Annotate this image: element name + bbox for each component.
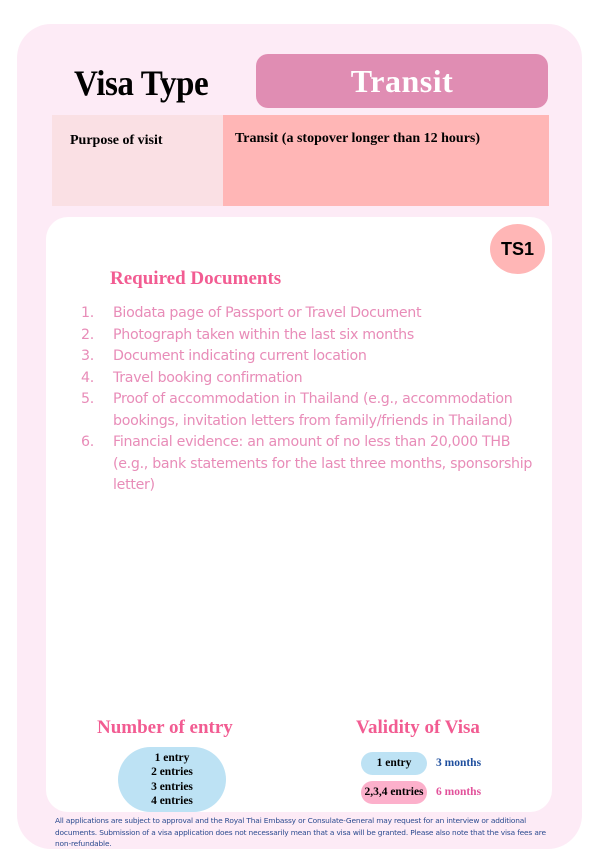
required-documents-title: Required Documents: [110, 268, 282, 289]
list-item-text: Document indicating current location: [113, 348, 367, 364]
list-item-number: 5.: [81, 391, 94, 407]
validity-entries: 2,3,4 entries: [364, 786, 424, 798]
visa-code: TS1: [500, 238, 534, 259]
number-of-entry-title: Number of entry: [97, 717, 233, 738]
validity-row-single: [361, 751, 481, 775]
visa-type-value: Transit: [350, 62, 454, 99]
validity-entries-pill: [361, 781, 427, 804]
list-item-number: 6.: [81, 434, 94, 450]
validity-row-multiple: [361, 780, 481, 804]
list-item: [81, 432, 541, 497]
disclaimer-text: All applications are subject to approval and the Royal Thai Embassy or Consulate-General may request for an interview or additional documents. Submission of a visa application does not necessarily mean that a visa will be granted. Please also note that the visa fees are non-refundable.: [55, 816, 546, 848]
purpose-label-cell: [52, 115, 223, 206]
list-item-number: 1.: [81, 305, 94, 321]
list-item-number: 4.: [81, 369, 94, 386]
entry-option: 3 entries: [151, 780, 193, 793]
purpose-label: Purpose of visit: [70, 133, 163, 148]
visa-type-pill: [256, 54, 548, 108]
list-item: [81, 368, 541, 390]
entry-option: 2 entries: [151, 766, 193, 778]
list-item-number: 3.: [81, 348, 94, 364]
validity-title: Validity of Visa: [356, 717, 480, 738]
list-item-text: Financial evidence: an amount of no less than 20,000 THB (e.g., bank statements for the last three months, sponsorship letter): [113, 434, 533, 493]
validity-entries: 1 entry: [376, 757, 412, 769]
list-item-number: 2.: [81, 326, 94, 343]
list-item-text: Proof of accommodation in Thailand (e.g., accommodation bookings, invitation letters from family/friends in Thailand): [113, 391, 513, 429]
list-item: [81, 389, 541, 432]
validity-entries-pill: [361, 752, 427, 775]
visa-type-heading: Visa Type: [74, 63, 209, 103]
entry-option: 1 entry: [154, 751, 190, 764]
entry-option: 4 entries: [151, 795, 193, 807]
visa-code-badge: [490, 224, 545, 274]
required-documents-list: [81, 303, 541, 497]
validity-duration: 3 months: [436, 757, 482, 769]
list-item: [81, 346, 541, 368]
list-item-text: Biodata page of Passport or Travel Document: [113, 305, 422, 321]
purpose-table: [52, 115, 549, 206]
purpose-value-cell: [223, 115, 549, 206]
list-item-text: Photograph taken within the last six months: [113, 326, 414, 343]
list-item-text: Travel booking confirmation: [113, 369, 303, 386]
list-item: [81, 325, 541, 347]
purpose-value: Transit (a stopover longer than 12 hours): [235, 131, 481, 146]
entry-options-pill: [118, 747, 226, 812]
list-item: [81, 303, 541, 325]
validity-duration: 6 months: [436, 786, 482, 798]
